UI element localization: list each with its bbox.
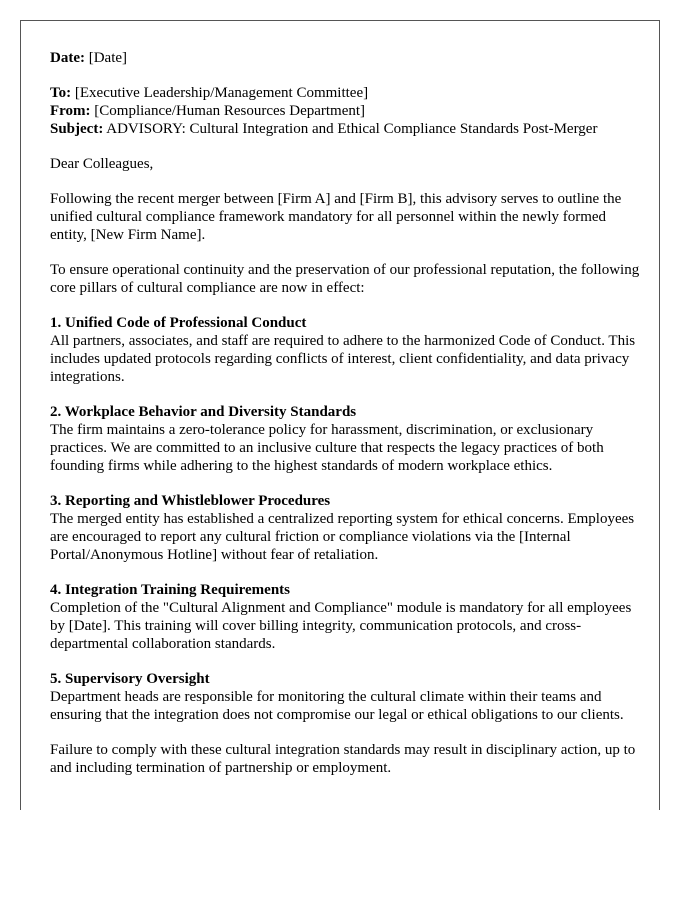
greeting: Dear Colleagues,: [50, 156, 154, 172]
section-4: [50, 581, 645, 653]
section-title: 4. Integration Training Requirements: [50, 582, 291, 598]
section-title: 1. Unified Code of Professional Conduct: [50, 315, 307, 331]
section-5: [50, 670, 645, 724]
section-body: Department heads are responsible for monitoring the cultural climate within their teams and ensuring that the integration does not compromise our legal or ethical obligations to our clients.: [50, 689, 624, 723]
section-title: 5. Supervisory Oversight: [50, 671, 210, 687]
section-body: The firm maintains a zero-tolerance policy for harassment, discrimination, or exclusionary practices. We are committed to an inclusive culture that respects the legacy practices of both founding firms while adhering to the highest standards of modern workplace ethics.: [50, 422, 604, 474]
section-title: 2. Workplace Behavior and Diversity Standards: [50, 404, 357, 420]
subject-line: [50, 120, 645, 138]
section-body: The merged entity has established a centralized reporting system for ethical concerns. Employees are encouraged to report any cultural friction or compliance violations via the [Internal Portal/Anonymous Hotline] without fear of retaliation.: [50, 511, 635, 563]
intro-paragraph-1: Following the recent merger between [Firm A] and [Firm B], this advisory serves to outline the unified cultural compliance framework mandatory for all personnel within the newly formed entity, [New Firm Name].: [50, 191, 622, 243]
from-label: From:: [50, 103, 91, 119]
from-value: [Compliance/Human Resources Department]: [94, 103, 366, 119]
to-label: To:: [50, 85, 72, 101]
memo-content: [50, 49, 645, 777]
section-3: [50, 492, 645, 564]
to-value: [Executive Leadership/Management Committee]: [74, 85, 369, 101]
document-page: [20, 20, 660, 810]
date-value: [Date]: [88, 50, 128, 66]
section-1: [50, 314, 645, 386]
section-body: All partners, associates, and staff are required to adhere to the harmonized Code of Conduct. This includes updated protocols regarding conflicts of interest, client confidentiality, and data privacy integrations.: [50, 333, 636, 385]
section-body: Completion of the "Cultural Alignment and Compliance" module is mandatory for all employees by [Date]. This training will cover billing integrity, communication protocols, and cross-departmental collaboration standards.: [50, 600, 632, 652]
subject-label: Subject:: [50, 121, 104, 137]
intro-paragraph-2: To ensure operational continuity and the preservation of our professional reputation, the following core pillars of cultural compliance are now in effect:: [50, 262, 640, 296]
date-label: Date:: [50, 50, 85, 66]
section-2: [50, 403, 645, 475]
closing-paragraph: Failure to comply with these cultural integration standards may result in disciplinary action, up to and including termination of partnership or employment.: [50, 742, 636, 776]
subject-value: ADVISORY: Cultural Integration and Ethical Compliance Standards Post-Merger: [106, 121, 598, 137]
from-line: [50, 102, 645, 120]
section-title: 3. Reporting and Whistleblower Procedures: [50, 493, 331, 509]
date-line: [50, 49, 645, 67]
to-line: [50, 84, 645, 102]
